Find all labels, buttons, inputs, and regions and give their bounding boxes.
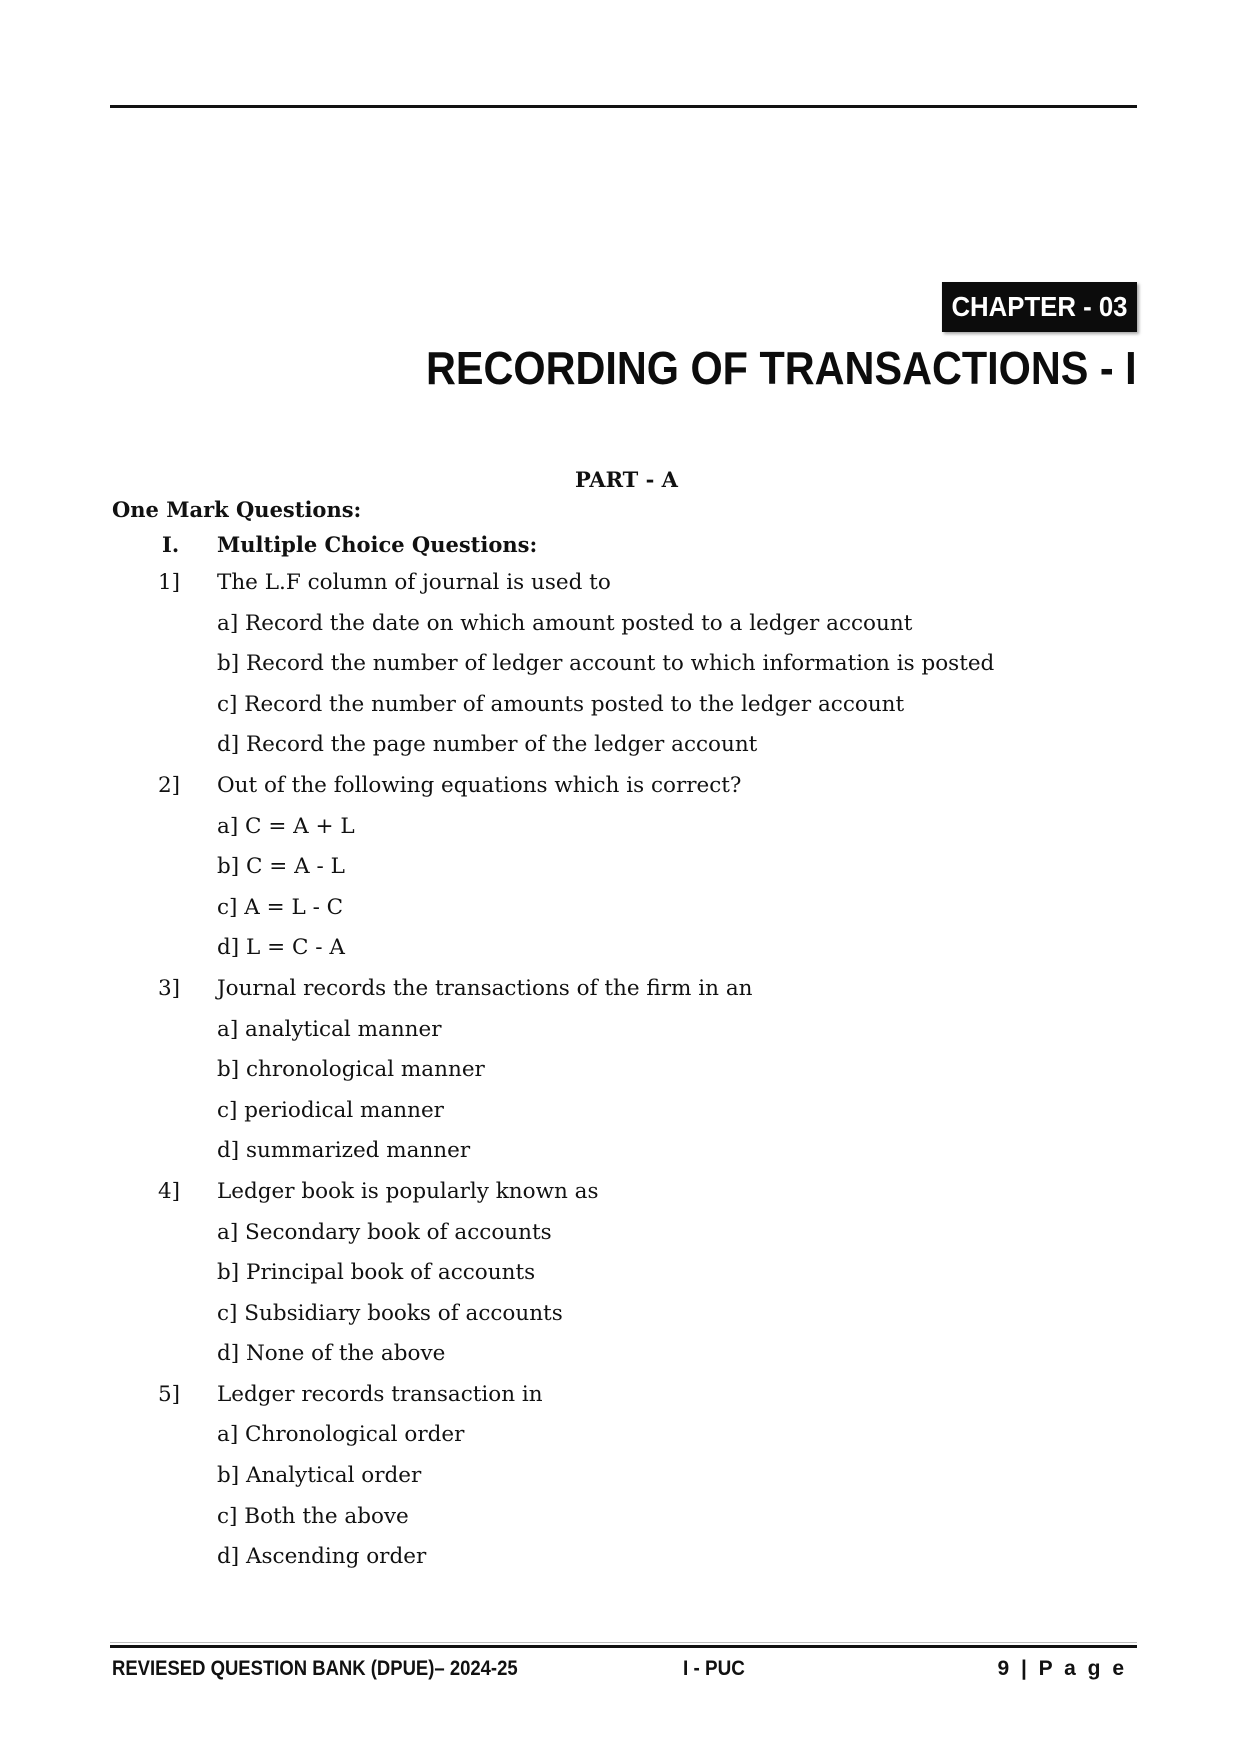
chapter-title: RECORDING OF TRANSACTIONS - I xyxy=(426,342,1137,394)
footer-class: I - PUC xyxy=(683,1657,745,1680)
question-number: 4] xyxy=(158,1178,181,1204)
option-text: a] Record the date on which amount posted to a ledger account xyxy=(217,610,913,636)
question-text: Journal records the transactions of the firm in an xyxy=(217,975,753,1001)
option-item xyxy=(0,1136,1241,1177)
option-text: d] None of the above xyxy=(217,1341,446,1367)
option-item xyxy=(0,1258,1241,1299)
page-number: 9 | P a g e xyxy=(997,1657,1127,1680)
question-text: Out of the following equations which is correct? xyxy=(217,772,742,798)
section-heading: One Mark Questions: xyxy=(112,497,362,522)
option-text: c] periodical manner xyxy=(217,1097,444,1123)
option-item xyxy=(0,1420,1241,1461)
option-text: d] Ascending order xyxy=(217,1544,427,1570)
question-text: Ledger book is popularly known as xyxy=(217,1178,599,1204)
question-text: Ledger records transaction in xyxy=(217,1381,543,1407)
option-item xyxy=(0,690,1241,731)
question-item xyxy=(0,1177,1241,1218)
option-text: a] Chronological order xyxy=(217,1422,465,1448)
option-item xyxy=(0,933,1241,974)
option-text: c] A = L - C xyxy=(217,894,344,920)
option-text: b] C = A - L xyxy=(217,854,345,880)
option-text: a] analytical manner xyxy=(217,1016,442,1042)
option-text: b] Record the number of ledger account to which information is posted xyxy=(217,651,995,677)
option-text: b] Principal book of accounts xyxy=(217,1260,536,1286)
question-number: 2] xyxy=(158,772,181,798)
option-text: a] Secondary book of accounts xyxy=(217,1219,552,1245)
chapter-badge: CHAPTER - 03 xyxy=(942,282,1137,332)
question-item xyxy=(0,1380,1241,1421)
question-item xyxy=(0,974,1241,1015)
option-text: c] Subsidiary books of accounts xyxy=(217,1300,563,1326)
option-item xyxy=(0,730,1241,771)
footer-rule-thin xyxy=(110,1642,1137,1643)
option-text: d] summarized manner xyxy=(217,1138,471,1164)
part-heading: PART - A xyxy=(575,467,678,492)
question-text: The L.F column of journal is used to xyxy=(217,570,611,595)
option-item xyxy=(0,1542,1241,1583)
option-item xyxy=(0,609,1241,650)
footer-title: REVIESED QUESTION BANK (DPUE)– 2024-25 xyxy=(112,1657,518,1680)
question-number: 5] xyxy=(158,1381,181,1407)
option-item xyxy=(0,1218,1241,1259)
question-number: 3] xyxy=(158,975,181,1001)
option-item xyxy=(0,1015,1241,1056)
footer-rule xyxy=(110,1645,1137,1648)
option-text: a] C = A + L xyxy=(217,813,355,839)
option-text: c] Record the number of amounts posted to the ledger account xyxy=(217,691,905,717)
option-item xyxy=(0,812,1241,853)
option-text: d] Record the page number of the ledger account xyxy=(217,732,758,758)
question-item xyxy=(0,568,1241,609)
option-text: b] chronological manner xyxy=(217,1057,485,1083)
header-rule xyxy=(110,105,1137,108)
question-number: 1] xyxy=(158,570,181,595)
option-item xyxy=(0,852,1241,893)
option-item xyxy=(0,1299,1241,1340)
subsection-title: Multiple Choice Questions: xyxy=(217,532,538,557)
option-item xyxy=(0,1055,1241,1096)
option-item xyxy=(0,1461,1241,1502)
option-text: c] Both the above xyxy=(217,1503,409,1529)
question-item xyxy=(0,771,1241,812)
option-item xyxy=(0,649,1241,690)
option-item xyxy=(0,893,1241,934)
option-text: d] L = C - A xyxy=(217,935,345,961)
question-list xyxy=(0,568,1241,1583)
option-item xyxy=(0,1339,1241,1380)
subsection-number: I. xyxy=(162,532,180,557)
option-item xyxy=(0,1502,1241,1543)
option-item xyxy=(0,1096,1241,1137)
option-text: b] Analytical order xyxy=(217,1463,422,1489)
